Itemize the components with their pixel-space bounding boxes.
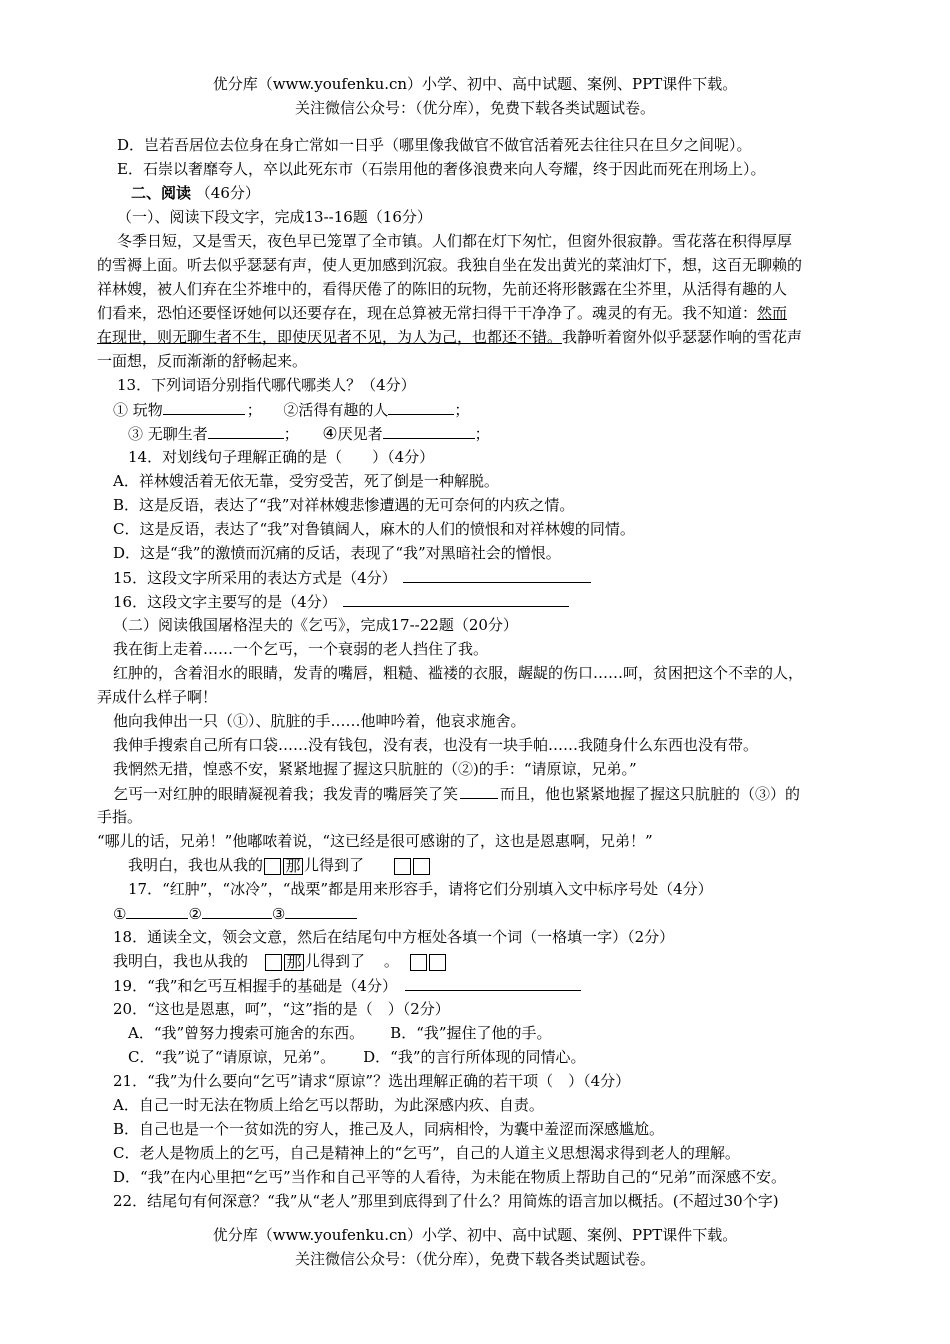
q13-blank-3[interactable]: [208, 422, 284, 439]
q13-row-1: [113, 398, 469, 421]
answer-box-3[interactable]: [394, 858, 411, 875]
q14-option-b: B．这是反语，表达了“我”对祥林嫂悲惨遭遇的无可奈何的内疚之情。: [113, 496, 575, 514]
q18-box-3[interactable]: [410, 954, 427, 971]
q13-item-4: 厌见者: [337, 425, 383, 443]
q18-sentence: [113, 950, 447, 972]
q18-box-2[interactable]: [284, 954, 304, 971]
q17-blank-3[interactable]: [285, 902, 357, 919]
passage2-line-2: 红肿的，含着泪水的眼睛，发青的嘴唇，粗糙、褴褛的衣服，龌龊的伤口……呵，贫困把这个不幸的人，: [113, 664, 804, 682]
passage2-line-8: 手指。: [97, 808, 143, 826]
q17-num-1: ①: [113, 905, 127, 923]
q17-blanks: [113, 902, 357, 925]
answer-box-2[interactable]: [283, 858, 303, 875]
q13-item-4-num: ④: [322, 424, 338, 444]
box-char-na: 那: [285, 856, 301, 875]
question-17: 17．“红肿”，“冰冷”，“战栗”都是用来形容手，请将它们分别填入文中标序号处（4分）: [128, 880, 713, 898]
q18-sentence-a: 我明白，我也从我的: [113, 952, 249, 970]
q18-sentence-d: 。: [383, 952, 399, 970]
q13-semi-3: ；: [283, 425, 299, 443]
passage1-line-5-text: 我静听着窗外似乎瑟瑟作响的雪花声: [562, 328, 803, 346]
part2-title: （二）阅读俄国屠格涅夫的《乞丐》，完成17--22题（20分）: [113, 616, 518, 634]
passage1-line-4-text: 们看来，恐怕还要怪讶她何以还要存在，现在总算被无常扫得干干净净了。魂灵的有无。我不知道：: [97, 304, 758, 322]
question-22: 22．结尾句有何深意？“我”从“老人”那里到底得到了什么？用简炼的语言加以概括。(不超过30个字): [113, 1192, 779, 1210]
passage1-line-1: 冬季日短，又是雪天，夜色早已笼罩了全市镇。人们都在灯下匆忙，但窗外很寂静。雪花落在积得厚厚: [117, 232, 793, 250]
q13-row-2: [128, 422, 490, 445]
q20-row-2: [128, 1046, 586, 1068]
q19-blank[interactable]: [405, 974, 581, 991]
q13-item-2: ②活得有趣的人: [283, 401, 389, 419]
passage1-line-3: 祥林嫂，被人们弃在尘芥堆中的，看得厌倦了的陈旧的玩物，先前还将形骸露在尘芥里，从活得有趣的人: [97, 280, 788, 298]
part1-title: （一）、阅读下段文字，完成13--16题（16分）: [117, 208, 432, 226]
header-line-1: 优分库（www.youfenku.cn）小学、初中、高中试题、案例、PPT课件下载。: [212, 75, 738, 93]
question-13: 13．下列词语分别指代哪代哪类人？（4分）: [117, 376, 416, 394]
q17-blank-2[interactable]: [202, 902, 272, 919]
passage2-line-7-a: 乞丐一对红肿的眼睛凝视着我；我发青的嘴唇笑了笑: [113, 785, 459, 803]
q17-num-2: ②: [188, 905, 202, 923]
passage2-line-4: 他向我伸出一只（①）、肮脏的手……他呻吟着，他哀求施舍。: [113, 712, 526, 730]
section-title-text: 二、阅读: [131, 184, 192, 202]
section-score: （46分）: [195, 184, 260, 202]
q13-semi-2: ；: [454, 401, 470, 419]
q20-row-1: [128, 1022, 552, 1044]
q16-text: 16．这段文字主要写的是（4分）: [113, 593, 337, 611]
q21-option-d: D．“我”在内心里把“乞丐”当作和自己平等的人看待，为未能在物质上帮助自己的“兄弟”而深感不安。: [113, 1168, 787, 1186]
q13-semi-4: ；: [474, 425, 490, 443]
q18-box-1[interactable]: [265, 954, 282, 971]
q14-option-c: C．这是反语，表达了“我”对鲁镇阔人，麻木的人们的愤恨和对祥林嫂的同情。: [113, 520, 635, 538]
q14-option-d: D．这是“我”的激愤而沉痛的反话，表现了“我”对黑暗社会的憎恨。: [113, 544, 561, 562]
prev-option-d: D．岂若吾居位去位身在身亡常如一日乎（哪里像我做官不做官活着死去往往只在旦夕之间呢）。: [117, 136, 752, 154]
prev-option-e: E．石崇以奢靡夸人，卒以此死东市（石崇用他的奢侈浪费来向人夸耀，终于因此而死在刑场上）。: [117, 160, 766, 178]
question-18: 18．通读全文，领会文意，然后在结尾句中方框处各填一个词（一格填一字）（2分）: [113, 928, 675, 946]
q20-option-b: B．“我”握住了他的手。: [390, 1024, 552, 1042]
q17-blank-1[interactable]: [126, 902, 188, 919]
q20-option-c: C．“我”说了“请原谅，兄弟”。: [128, 1048, 336, 1066]
question-15: [113, 566, 591, 589]
underlined-sentence: 在现世，则无聊生者不生，即使厌见者不见，为人为己，也都还不错。: [97, 328, 563, 346]
q13-blank-1[interactable]: [163, 398, 245, 415]
q13-blank-2[interactable]: [388, 398, 454, 415]
q18-box-char-na: 那: [286, 952, 302, 971]
q15-text: 15．这段文字所采用的表达方式是（4分）: [113, 569, 397, 587]
q20-option-d: D．“我”的言行所体现的同情心。: [363, 1048, 586, 1066]
passage2-line-7: [113, 782, 800, 805]
q18-sentence-c: 儿得到了: [305, 952, 366, 970]
q15-blank[interactable]: [403, 566, 591, 583]
q21-option-c: C．老人是物质上的乞丐，自己是精神上的“乞丐”，自己的人道主义思想渴求得到老人的理解。: [113, 1144, 740, 1162]
last-sentence-a: 我明白，我也从我的: [128, 856, 264, 874]
passage1-line-2: 的雪褥上面。听去似乎瑟瑟有声，使人更加感到沉寂。我独自坐在发出黄光的菜油灯下，想，这百无聊赖的: [97, 256, 803, 274]
q13-item-1: ① 玩物: [113, 401, 163, 419]
passage2-line-7-b: 而且，他也紧紧地握了握这只肮脏的（③）的: [500, 785, 801, 803]
question-16: [113, 590, 569, 613]
answer-box-4[interactable]: [413, 858, 430, 875]
q21-option-b: B．自己也是一个一贫如洗的穷人，推己及人，同病相怜，为囊中羞涩而深感尴尬。: [113, 1120, 665, 1138]
question-20: 20．“这也是恩惠，呵”，“这”指的是（ ）（2分）: [113, 1000, 450, 1018]
q16-blank[interactable]: [343, 590, 569, 607]
q18-box-4[interactable]: [429, 954, 446, 971]
q13-blank-4[interactable]: [383, 422, 475, 439]
q14-option-a: A．祥林嫂活着无依无靠，受穷受苦，死了倒是一种解脱。: [113, 472, 499, 490]
q19-text: 19．“我”和乞丐互相握手的基础是（4分）: [113, 977, 397, 995]
passage1-line-4: [97, 302, 787, 324]
header-line-2: 关注微信公众号：（优分库），免费下载各类试题试卷。: [294, 99, 655, 117]
passage2-inline-blank[interactable]: [460, 782, 498, 799]
underlined-sentence-start: 然而: [757, 304, 788, 322]
answer-box-1[interactable]: [264, 858, 281, 875]
q13-semi-1: ；: [246, 401, 262, 419]
passage2-line-3: 弄成什么样子啊！: [97, 688, 218, 706]
passage1-line-6: 一面想，反而渐渐的舒畅起来。: [97, 352, 308, 370]
passage2-line-9: “哪儿的话，兄弟！”他嘟哝着说，“这已经是很可感谢的了，这也是恩惠啊，兄弟！”: [97, 832, 653, 850]
question-21: 21．“我”为什么要向“乞丐”请求“原谅”？选出理解正确的若干项（ ）（4分）: [113, 1072, 631, 1090]
q20-option-a: A．“我”曾努力搜索可施舍的东西。: [128, 1024, 365, 1042]
q21-option-a: A．自己一时无法在物质上给乞丐以帮助，为此深感内疚、自责。: [113, 1096, 544, 1114]
passage2-line-5: 我伸手搜索自己所有口袋……没有钱包，没有表，也没有一块手帕……我随身什么东西也没有带。: [113, 736, 759, 754]
passage1-line-5: [97, 326, 802, 348]
q13-item-3: ③ 无聊生者: [128, 425, 208, 443]
question-14: 14．对划线句子理解正确的是（ ）（4分）: [128, 448, 435, 466]
footer-line-1: 优分库（www.youfenku.cn）小学、初中、高中试题、案例、PPT课件下载。: [212, 1226, 738, 1244]
passage2-line-1: 我在街上走着……一个乞丐，一个衰弱的老人挡住了我。: [113, 640, 489, 658]
passage2-line-6: 我惘然无措，惶惑不安，紧紧地握了握这只肮脏的（②)的手：“请原谅，兄弟。”: [113, 760, 637, 778]
section-title: [131, 182, 260, 204]
passage2-last-sentence: [128, 854, 431, 876]
last-sentence-c: 儿得到了: [304, 856, 365, 874]
footer-line-2: 关注微信公众号：（优分库），免费下载各类试题试卷。: [294, 1250, 655, 1268]
q17-num-3: ③: [271, 905, 286, 923]
question-19: [113, 974, 581, 997]
